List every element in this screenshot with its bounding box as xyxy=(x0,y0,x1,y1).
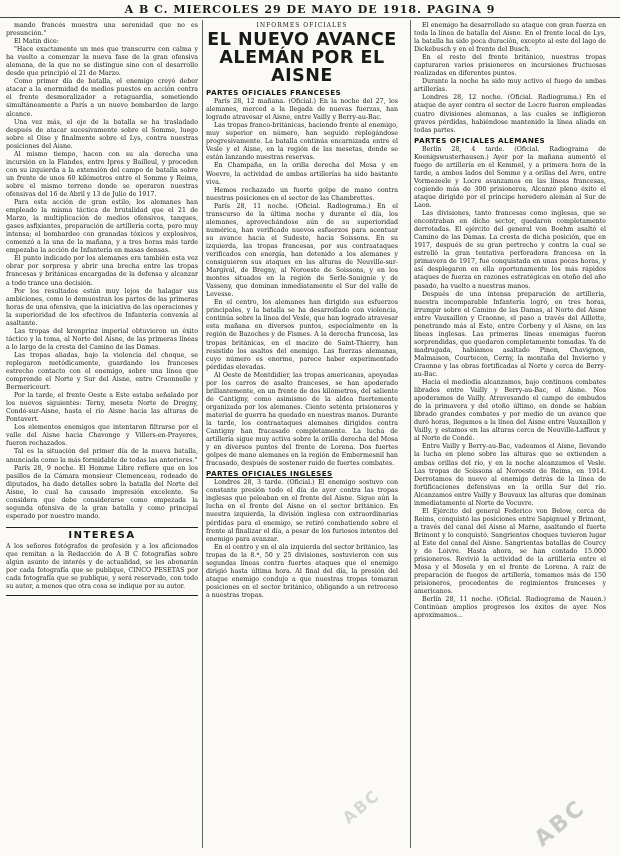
paragraph: Tal es la situación del primer día de la nueva batalla, anunciada como la más formidable de todas las anteriores." xyxy=(6,448,198,464)
interesa-title: INTERESA xyxy=(6,527,198,540)
paragraph: En Champaña, en la orilla derecha del Mosa y en Woevre, la actividad de ambas artillerías ha sido bastante viva. xyxy=(206,162,398,186)
paragraph: "Hace exactamente un mes que transcurre con calma y ha vuelto a comenzar la nueva fase de la gran ofensiva alemana, de la que no se distingue sino con el desarrollo desde que principió el 21 de Marzo. xyxy=(6,46,198,78)
paragraph: Londres 28, 12 noche. (Oficial. Radiograma.) En el ataque de ayer contra el sector de Locre fueron empleadas cuatro divisiones alemanas, a las cuales se infligieron graves pérdidas, habiéndose mantenido la línea aliada en todas partes. xyxy=(414,94,606,134)
paragraph: Durante la noche ha sido muy activo el fuego de ambas artillerías. xyxy=(414,78,606,94)
french-reports xyxy=(206,98,398,468)
main-headline: EL NUEVO AVANCE ALEMÁN POR EL AISNE xyxy=(207,30,397,87)
paragraph: Berlín 28, 11 noche. (Oficial. Radiograma de Nauen.) Continúan amplios progresos los éxitos de ayer. Nos aproximamos... xyxy=(414,596,606,620)
paragraph: Después de una intensa preparación de artillería, nuestra incomparable Infantería logró, en tres horas, irrumpir sobre el Camino de las Damas, al Norte del Aisne entre Vauxaillon y Craonne, el paso a través del Aillette, penetrando más al Este, entre Corbeny y el Aisne, en las líneas inglesas. Las primeras líneas enemigas fueron sorprendidas, que quedaron completamente tomadas. Ya de madrugada, habíamos asaltado Pinon, Chavignon, Malmaison, Courtecon, Cerny, la montaña del Invierno y Craonne y las obras fortificadas al Norte y cerca de Berry-au-Bac. xyxy=(414,290,606,379)
paragraph: París 28, 11 noche. (Oficial. Radiograma.) En el transcurso de la última noche y durante el día, los alemanes, aprovechándose aún de su superioridad numérica, han verificado nuevos esfuerzos para acentuar su avance hacia el Sudeste, hacia Soissons. En su izquierda, las tropas francesas, por sus contraataques verificados con energía, han detenido a los alemanes y consiguieron sus ataques en las alturas de Neuville-sur-Margival, de Bregny, al Noroeste de Soissons, y en los montes situados en la región de Serle-Sauignie y de Vasseny, que dominan inmediatamente el Sur del valle de Levesse. xyxy=(206,202,398,299)
section-heading-french: PARTES OFICIALES FRANCESES xyxy=(206,88,342,98)
paragraph: Las divisiones, tanto francesas como inglesas, que se encontraban en dicho sector, quedaron completamente derrotadas. El ejército del general von Boehm asaltó el Camino de las Damas. La cresta de dicha posición, que en 1917, después de su gran pertrecho y contra la cual se estrelló la gran tentativa perforadora francesa en la primavera de 1917, fue conquistada en unas pocas horas, y así desplegaron en ella oportunamente los más rápidos ataques de fuerza en razones estratégicas en otoño del año pasado, ha vuelto a nuestras manos. xyxy=(414,210,606,290)
column-2 xyxy=(206,22,398,848)
section-heading-german: PARTES OFICIALES ALEMANES xyxy=(414,135,546,145)
paragraph: Las tropas aliadas, bajo la violencia del choque, se replegaron metódicamente, guardando los franceses estrecho contacto con el enemigo, sobre una línea que comprende el Norte y Sur del Aisne, entre Craonnelle y Bermericourt. xyxy=(6,351,198,392)
paragraph: mando francés muestra una serenidad que no es presunción." xyxy=(6,22,198,38)
paragraph: París 28, 12 mañana. (Oficial.) En la noche del 27, los alemanes, merced a la llegada de nuevas fuerzas, han logrado atravesar el Aisne, entre Vailly y Berry-au-Bac. xyxy=(206,98,398,122)
column-1-body xyxy=(6,22,198,521)
paragraph: Berlín 28, 4 tarde. (Oficial. Radiograma de Koenigswusterhausen.) Ayer por la mañana aumentó el fuego de artillería en el Kemmel, y a primera hora de la tarde, a ambos lados del Somme y a orillas del Avre, entre Vormezeele y Locre avanzamos en las líneas francesas, cogiendo más de 300 prisioneros. Alcanzó pleno éxito el ataque dirigido por el príncipe heredero alemán al Sur de Laon. xyxy=(414,145,606,210)
paragraph: Las tropas franco-británicas, haciendo frente al enemigo, muy superior en número, han seguido replegándose progresivamente. La batalla continúa encarnizada entre el Vesle y el Aisne, en la región de las mesetas, donde se están lanzando nuestras reservas. xyxy=(206,122,398,162)
paragraph: París 28, 9 noche. El Homme Libre refiere que en los pasillos de la Cámara monsieur Clemenceau, rodeado de diputados, ha dado detalles sobre la batalla del Norte del Aisne, lo cual ha causado impresión excelente. Se considera que debe considerarse como empezada la segunda ofensiva de la gran batalla y como principal esperado por nuestro mando. xyxy=(6,464,198,520)
column-3 xyxy=(414,22,606,848)
column-divider xyxy=(202,20,203,848)
paragraph: El Ejército del general Federico von Below, cerca de Reims, conquistó las posiciones entre Sapignuel y Brimont, a través del canal del Aisne al Marne, asaltando el fuerte Brimont y lo conquistó. Sangrientos choques tuvieron lugar al Este del canal del Aisne. Sangrientas batallas de Courcy y de Loivre. Hasta ahora, se han contado 15.000 prisioneros. Revivió la actividad de la artillería entre el Mosa y el Mosela y en el frente de Lorena. A raíz de preparación de fuegos de artillería, tomamos más de 150 prisioneros, procedentes de regimientos franceses y americanos. xyxy=(414,507,606,596)
english-reports-cont xyxy=(414,22,606,94)
paragraph: Al mismo tiempo, hacen con su ala derecha una incursión en la Flandes, entre Ipres y Bailleul, y proceden con su izquierda a la extensión del campo de batalla sobre un frente de unos 60 kilómetros entre el Somme y Reims, sobre el mismo terreno donde se operaron nuestras ofensivas del 16 de Abril y 13 de Julio de 1917. xyxy=(6,150,198,198)
paragraph: Londres 28, 3 tarde. (Oficial.) El enemigo sostuvo con constante presión todo el día de ayer contra las tropas inglesas que peleaban en el frente del Aisne. Sigue aún la lucha en el frente del Aisne en el sector británico. En nuestra izquierda, la división inglesa con extraordinarias pérdidas para el enemigo, se retiró combatiendo sobre el frente al finalizar el día, a pesar de los furiosos intentos del enemigo para avanzar. xyxy=(206,479,398,543)
paragraph: Entre Vailly y Berry-au-Bac, vadeamos el Aisne, llevando la lucha en pleno sobre las alturas que se extienden a ambas orillas del río, y en la noche alcanzamos el Vesle. Las tropas de Soissons al Noroeste de Reims, en 1914. Derrotamos de nuevo al enemigo detrás de la línea de fortificaciones defensivas en la orilla Sur del río. Alcanzamos entre Vailly y Bouvaux las alturas que dominan inmediatamente al Norte de Vocuvre. xyxy=(414,443,606,507)
english-reports xyxy=(206,479,398,600)
paragraph: Al Oeste de Montdidier, las tropas americanas, apoyadas por los carros de asalto franceses, se han apoderado brillantemente, en un frente de dos kilómetros, del saliente de Cantigny, como asimismo de la aldea fuertemente organizada por los alemanes. Ciento setenta prisioneros y material de guerra ha quedado en nuestras manos. Durante la tarde, los contraataques alemanes dirigidos contra Cantigny han fracasado completamente. La lucha de artillería sigue muy activa sobre la orilla derecha del Mosa y en diversos puntos del frente de Lorena. Dos fuertes golpes de mano alemanes en la región de Embermesnil han fracasado, después de sostener ruido de fuertes combates. xyxy=(206,371,398,468)
watermark-stamp: ABC xyxy=(529,794,592,853)
paragraph: En el resto del frente británico, nuestras tropas capturaron varios prisioneros en incursiones fructuosas realizadas en diferentes puntos. xyxy=(414,54,606,78)
english-reports-night xyxy=(414,94,606,134)
column-divider xyxy=(410,20,411,848)
paragraph: Hemos rechazado un fuerte golpe de mano contra nuestras posiciones en el sector de las Chambrettes. xyxy=(206,186,398,202)
paragraph: Los elementos enemigos que intentaron filtrarse por el valle del Aisne hacia Chavonge y Villers-en-Prayeres, fueron rechazados. xyxy=(6,424,198,448)
paragraph: El punto indicado por los alemanes era también esta vez obrar por sorpresa y abrir una brecha entre las tropas francesas y británicas encargadas de la defensa y alcanzar a todo trance una decisión. xyxy=(6,255,198,287)
paragraph: Las tropas del kronprinz imperial obtuvieron un éxito táctico y la toma, al Norte del Aisne, de las primeras líneas a lo largo de la cresta del Camino de las Damas. xyxy=(6,327,198,351)
german-reports xyxy=(414,146,606,621)
section-kicker: INFORMES OFICIALES xyxy=(256,22,348,29)
paragraph: El Matin dice: xyxy=(14,38,59,46)
paragraph: En el centro y en el ala izquierda del sector británico, las tropas de la 8.ª, 50 y 25 divisiones, sostuvieron con sus segundas líneas contra fuertes ataques que el enemigo dirigió hasta última hora. Al final del día, la presión del ataque enemigo condujo a que nuestras tropas tomaran posiciones en el sector británico, obligando a un retroceso a nuestras tropas. xyxy=(206,543,398,599)
watermark-stamp: ABC xyxy=(338,785,384,828)
paragraph: Para esta acción de gran estilo, los alemanes han empleado la misma táctica de brutalidad que el 21 de Marzo, la multiplicación de medios ofensivos, tanques, gases asfixiantes, preparación de artillería corta, pero muy intensa; el bombardeo con granadas tóxicos y explosivos, comenzó a la una de la mañana, y a tres horas más tarde empezaba la acción de Infantería en masas densas. xyxy=(6,199,198,255)
paragraph: Por los resultados están muy lejos de halagar sus ambiciones, como lo demuestran los partes de las primeras horas de una ofensiva, que la iniciativa de las operaciones y la superioridad de los efectivos de Infantería convenía al asaltante. xyxy=(6,287,198,327)
paragraph: En el centro, los alemanes han dirigido sus esfuerzos principales, y la batalla se ha desarrollado con violencia, continúa sobre la línea del Vesle, que han logrado atravesar esta mañana en diversos puntos, especialmente en la región de Bazoches y de Fismes. A la derecha francesa, las tropas británicas, en el macizo de Saint-Thierry, han resistido los asaltos del enemigo. Las fuerzas alemanas, cuyo número es enorme, parece haber experimentado pérdidas elevadas. xyxy=(206,299,398,371)
paragraph: Una vez más, el eje de la batalla se ha trasladado después de atacar sucesivamente sobre el Somme, luego sobre el Oise y finalmente sobre el Lys, contra nuestras posiciones del Aisne. xyxy=(6,118,198,150)
paragraph: Como primer día de batalla, el enemigo creyó deber atacar a la enormidad de medios puestos en acción contra el frente desmoralizador a retaguardia, sometiendo simultáneamente a París a un nuevo bombardeo de largo alcance. xyxy=(6,78,198,118)
paragraph: El enemigo ha desarrollado su ataque con gran fuerza en toda la línea de batalla del Aisne. En el frente local de Lys, la batalla ha sido poca duración, excepto al este del lago de Dickebusch y en el frente del Busch. xyxy=(414,22,606,54)
section-heading-english: PARTES OFICIALES INGLESES xyxy=(206,469,333,479)
page-header: A B C. MIERCOLES 29 DE MAYO DE 1918. PAGINA 9 xyxy=(0,0,620,18)
paragraph: Hacia el mediodía alcanzamos, bajo continuos combates librados entre Vailly y Berry-au-Bac, el Aisne. Nos apoderamos de Vailly. Atravesando el campo de embudos de la primavera y del otoño último, en donde se habían librado grandes combates y por medio de un avance que duró horas, llegamos a la línea del Aisne entre Vauxaillon y Vailly, y estamos en las alturas cerca de Neuville-Laffaux y al Norte de Condé. xyxy=(414,379,606,443)
column-1 xyxy=(6,22,198,848)
interesa-notice: A los señores fotógrafos de profesión y a los aficionados que remitan a la Redacción de A B C fotografías sobre algún asunto de interés y de actualidad, se les abonarán por cada fotografía que se publique, CINCO PESETAS por cada fotografía que se publique, y será reservado, con todo su autor, a menos que otra cosa se indique por su autor. xyxy=(6,543,198,596)
paragraph: Por la tarde, el frente Oeste a Este estaba señalado por los nuevos siguientes: Terny, meseta Norte de Dregny, Condé-sur-Aisne, hasta el río Aisne hacia las alturas de Pontavert. xyxy=(6,392,198,424)
